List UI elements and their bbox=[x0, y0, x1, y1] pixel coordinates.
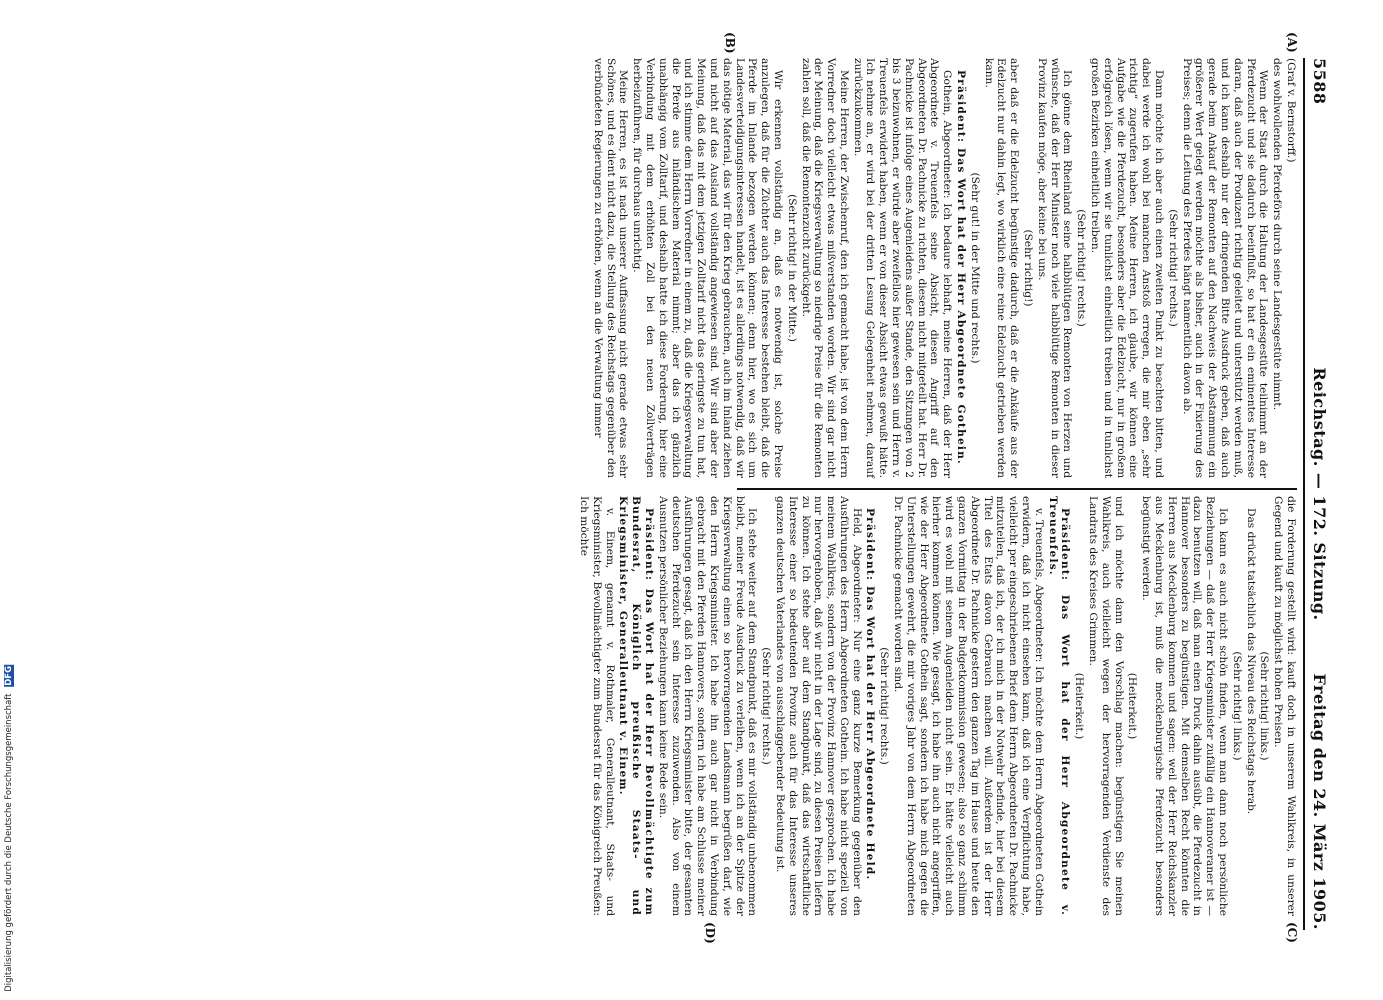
left-column-paragraph: aber daß er die Edelzucht begünstige dadurch, daß er die Ankäufe aus der Edelzucht nur dahin legt, wo wirklich eine reine Edelzucht getrieben werden kann. bbox=[982, 58, 1021, 478]
dfg-logo: DFG bbox=[4, 666, 14, 687]
right-column-paragraph: und ich möchte dann den Vorschlag machen: begünstigen Sie meinen Wahlkreis, auch vielleicht wegen der hervorragenden Verdienste des Landrats des Kreises Grimmen. bbox=[1087, 496, 1125, 916]
right-column bbox=[576, 496, 1297, 916]
session-date: Freitag den 24. März 1905. bbox=[1310, 673, 1329, 930]
margin-marker-c: (C) bbox=[1285, 922, 1299, 943]
margin-marker-b: (B) bbox=[723, 32, 737, 54]
credit-text: Digitalisierung gefördert durch die Deutsche Forschungsgemeinschaft bbox=[4, 693, 14, 992]
page-number: 5588 bbox=[1310, 58, 1329, 105]
left-column-paragraph: Wenn der Staat durch die Haltung der Landesgestüte teilnimmt an der Pferdezucht und sie dadurch beeinflußt, so hat er ein eminentes Interesse daran, daß auch der Produzent richtig geleitet und unterstützt werden muß, und ich kann deshalb nur der dringenden Bitte Ausdruck geben, daß auch gerade beim Ankauf der Remonten auf den Nachweis der Abstammung ein größerer Wert gelegt werden möchte als bisher, auch in der Fixierung des Preises; denn die Leitung des Pferdes hängt namentlich davon ab. bbox=[1180, 58, 1270, 478]
left-column-paragraph: (Sehr richtig! rechts.) bbox=[1075, 209, 1088, 327]
left-column bbox=[576, 58, 1297, 478]
text-columns bbox=[576, 32, 1299, 944]
right-column-paragraph: Präsident: Das Wort hat der Herr Bevollmächtigte zum Bundesrat, Königlich preußische Staats- und Kriegsminister, Generalleutnant v. Einem. bbox=[617, 496, 655, 916]
left-column-paragraph: Gothein, Abgeordneter: Ich bedaure lebhaft, meine Herren, daß der Herr Abgeordnete v. Treuenfels seine Absicht, diesen Angriff auf den Abgeordneten Dr. Pachnicke zu richten, diesem nicht mitgeteilt hat. Herr Dr. Pachnicke ist infolge eines Augenleidens außer Stande, den Sitzungen von 2 bis 3 beizuwohnen, er würde aber zweifellos hier gewesen sein und Herrn v. Treuenfels erwidert haben, wenn er von dieser Absicht etwas gewußt hätte. Ich nehme an, er wird bei der dritten Lesung Gelegenheit nehmen, darauf zurückzukommen. bbox=[851, 58, 954, 478]
session-title: Reichstag. — 172. Sitzung. bbox=[1310, 367, 1329, 621]
right-column-paragraph: Ich kann es auch nicht schön finden, wenn man dann noch persönliche Beziehungen — daß der Herr Kriegsminister zufällig ein Hannoveraner ist — dazu benutzen will, daß man einen Druck dahin ausübt, die Pferdezucht in Hannover besonders zu begünstigen. Mit demselben Recht könnten die Herren aus Mecklenburg kommen und sagen: weil der Herr Reichskanzler aus Mecklenburg ist, muß die mecklenburgische Pferdezucht besonders begünstigt werden. bbox=[1140, 496, 1230, 916]
left-column-paragraph: Meine Herren, es ist nach unserer Auffassung nicht gerade etwas sehr Schönes, und es dient nicht dazu, die Stellung des Reichstags gegenüber den verbündeten Regierungen zu erhöhen, wenn an die Verwaltung immer bbox=[591, 58, 630, 478]
right-column-paragraph: (Heiterkeit.) bbox=[1126, 672, 1139, 740]
right-column-paragraph: (Sehr richtig! rechts.) bbox=[760, 647, 773, 765]
left-column-paragraph: (Graf v. Bernstorff.) bbox=[1285, 58, 1297, 163]
digitization-credit bbox=[4, 665, 14, 992]
right-column-paragraph: (Sehr richtig! links.) bbox=[1230, 651, 1243, 761]
column-divider bbox=[737, 488, 1297, 490]
left-column-paragraph: Meine Herren, der Zwischenruf, den ich gemacht habe, ist von dem Herrn Vorredner doch vielleicht etwas mißverstanden worden. Wir sind gar nicht der Meinung, daß die Kriegsverwaltung so niedrige Preise für die Remonten zahlen soll, daß die Remontenzucht zurückgeht. bbox=[799, 58, 850, 478]
right-column-paragraph: Ich stehe weiter auf dem Standpunkt, daß es mir vollständig unbenommen bleibt, meiner Freude Ausdruck zu verleihen, wenn ich an der Spitze der Kriegsverwaltung einen so hervorragenden Landsmann begrüßen darf, wie den Herrn Kriegsminister. Ich habe ihn auch gar nicht in Verbindung gebracht mit den Pferden Hannovers, sondern ich habe am Schlusse meiner Ausführungen gesagt, daß ich den Herrn Kriegsminister bitte, der gesamten deutschen Pferdezucht sein Interesse zuzuwenden. Also von einem Ausnutzen persönlicher Beziehungen kann keine Rede sein. bbox=[656, 496, 759, 916]
left-column-paragraph: (Sehr richtig!) bbox=[1022, 229, 1035, 307]
left-column-paragraph: Präsident: Das Wort hat der Herr Abgeordnete Gothein. bbox=[955, 70, 968, 465]
margin-marker-d: (D) bbox=[703, 922, 717, 944]
left-column-paragraph: des wohlwollenden Pferdeförs durch seine Landesgestüte nimmt. bbox=[1271, 58, 1284, 411]
right-column-paragraph: Präsident: Das Wort hat der Herr Abgeordnete Held. bbox=[864, 508, 877, 881]
left-column-paragraph: (Sehr gut! in der Mitte und rechts.) bbox=[968, 172, 981, 364]
right-column-paragraph: die Forderung gestellt wird: kauft doch in unserem Wahlkreis, in unserer Gegend und kauft zu möglichst hohen Preisen. bbox=[1272, 496, 1297, 916]
right-column-paragraph: v. Einem, genannt v. Rothmaler, Generalleutnant, Staats- und Kriegsminister, Bevollmächtigter zum Bundesrat für das Königreich Preußen: Ich möchte bbox=[577, 496, 616, 916]
right-column-paragraph: Präsident: Das Wort hat der Herr Abgeordnete v. Treuenfels. bbox=[1046, 496, 1072, 916]
left-column-paragraph: Wir erkennen vollständig an, daß es notwendig ist, solche Preise anzulegen, daß für die Züchter auch das Interesse bestehen bleibt, daß die Pferde im Inlande bezogen werden können; denn hier, wo es sich um Landesverteidigungsinteressen handelt, ist es allerdings notwendig, daß wir das nötige Material, das wir für den Krieg gebrauchen, auch im Inland ziehen und nicht auf das Ausland vollständig angewiesen sind. Wir sind aber der Meinung, daß das mit dem jetzigen Zolltarif nicht das geringste zu tun hat, und ich stimme dem Herrn Vorredner in einem zu, daß die Kriegsverwaltung die Pferde aus inländischem Material nimmt; aber das ich gänzlich unabhängig vom Zolltarif, und deshalb hatte ich diese Forderung, hier eine Verbindung mit dem erhöhten Zoll bei den neuen Zollverträgen herbeizuführen, für durchaus unrichtig. bbox=[631, 58, 784, 478]
margin-marker-a: (A) bbox=[1285, 32, 1299, 53]
left-column-paragraph: Ich gönne dem Rheinland seine halbblütigen Remonten von Herzen und wünsche, daß der Herr Minister noch viele halbblütige Remonten in dieser Provinz kaufen möge, aber keine bei uns. bbox=[1035, 58, 1074, 478]
left-column-paragraph: (Sehr richtig! rechts.) bbox=[1166, 209, 1179, 327]
left-column-paragraph: Dann möchte ich aber auch einen zweiten Punkt zu beachten bitten, und dabei werde ich wohl bei manchen Anstoß erregen, die mir eben „sehr richtig“ zugerufen haben. Meine Herren, ich glaube, wir können eine Aufgabe wie die Pferdezucht, besonders aber die Edelzucht, nur in großem erfolgreich lösen, wenn wir sie tunlichst einheitlich treiben und in tunlichst großen Bezirken einheitlich treiben. bbox=[1089, 58, 1166, 478]
right-column-paragraph: (Heiterkeit.) bbox=[1073, 672, 1086, 740]
right-column-paragraph: (Sehr richtig! links.) bbox=[1258, 651, 1271, 761]
right-column-paragraph: v. Treuenfels, Abgeordneter: Ich möchte dem Herrn Abgeordneten Gothein erwidern, daß ich nicht einsehen kann, daß ich eine Verpflichtung habe, vielleicht per eingeschriebenen Brief dem Herrn Abgeordneten Dr. Pachnicke mitzuteilen, daß ich, der ich mich in der Notwehr befinde, hier bei diesem Titel des Etats davon Gebrauch machen will. Außerdem ist der Herr Abgeordnete Dr. Pachnicke gestern den ganzen Tag im Hause und heute den ganzen Vormittag in der Budgetkommission gewesen; also so ganz schlimm wird es wohl mit seinem Augenleiden nicht sein. Er hätte vielleicht auch hierher kommen können. Wie gesagt, ich habe ihn auch nicht angegriffen, wie der Herr Abgeordnete Gothein sagt, sondern ich habe mich gegen die Unterstellungen gewehrt, die mir voriges Jahr von dem Herrn Abgeordneten Dr. Pachnicke gemacht worden sind. bbox=[892, 496, 1045, 916]
right-column-paragraph: (Sehr richtig! rechts.) bbox=[878, 647, 891, 765]
page-header bbox=[1303, 58, 1331, 930]
left-column-paragraph: (Sehr richtig! in der Mitte.) bbox=[785, 194, 798, 342]
right-column-paragraph: Held, Abgeordneter: Nur eine ganz kurze Bemerkung gegenüber den Ausführungen des Herrn Abgeordneten Gothein. Ich habe nicht speziell von meinem Wahlkreis, sondern von der Provinz Hannover gesprochen. Ich habe nur hervorgehoben, daß wir nicht in der Lage sind, zu diesen Preisen liefern zu können. Ich stehe aber auf dem Standpunkt, daß das wirtschaftliche Interesse einer so bedeutenden Provinz auch für das Interesse unseres ganzen deutschen Vaterlandes von ausschlaggebender Bedeutung ist. bbox=[773, 496, 863, 916]
right-column-paragraph: Das drückt tatsächlich das Niveau des Reichstags herab. bbox=[1244, 508, 1257, 815]
